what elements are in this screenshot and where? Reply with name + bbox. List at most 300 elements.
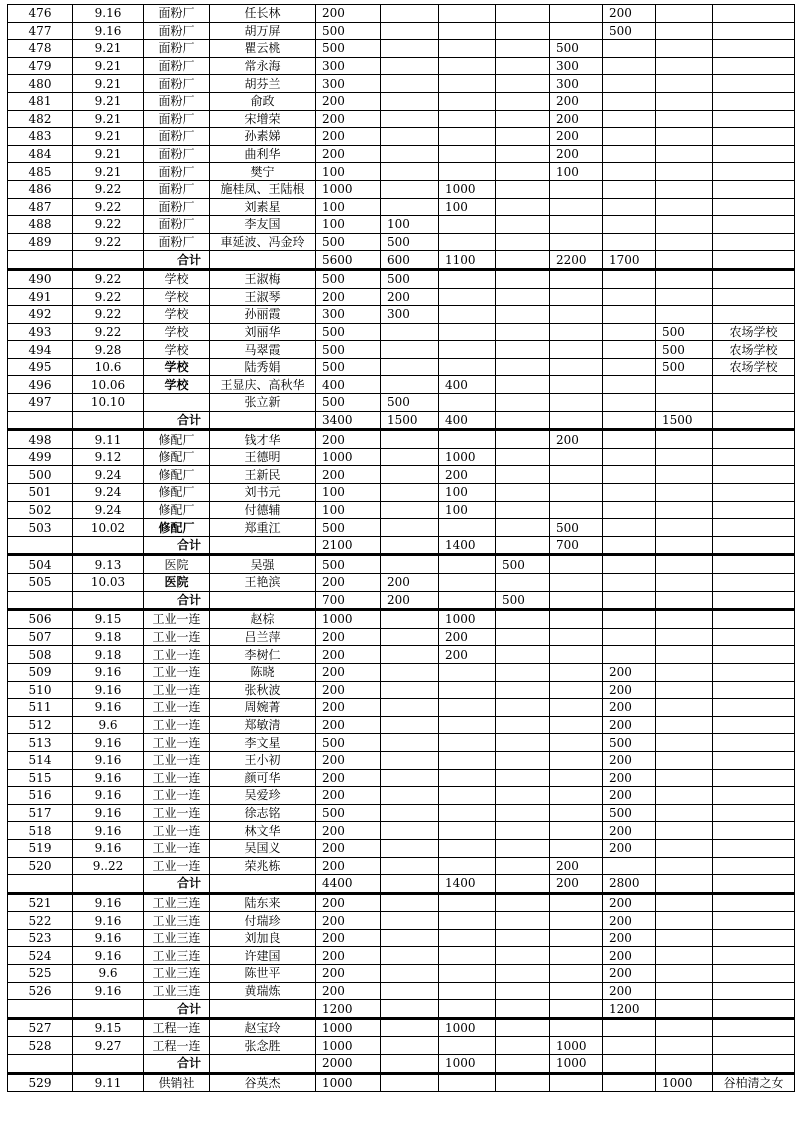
col-c-cell xyxy=(496,341,550,359)
col-f-cell xyxy=(656,394,713,412)
col-b-cell xyxy=(439,716,496,734)
col-f-cell: 1500 xyxy=(656,411,713,430)
date-cell: 10.02 xyxy=(73,519,144,537)
name-cell: 胡万屏 xyxy=(210,22,316,40)
col-a-cell xyxy=(381,484,439,502)
name-cell: 郑重江 xyxy=(210,519,316,537)
note-cell xyxy=(713,269,795,288)
col-d-cell: 300 xyxy=(550,57,603,75)
date-cell: 9.16 xyxy=(73,734,144,752)
col-d-cell xyxy=(550,1000,603,1019)
col-d-cell: 100 xyxy=(550,163,603,181)
date-cell: 9.21 xyxy=(73,110,144,128)
col-c-cell xyxy=(496,734,550,752)
date-cell: 10.06 xyxy=(73,376,144,394)
col-e-cell xyxy=(603,1037,656,1055)
amount-cell: 200 xyxy=(316,92,381,110)
date-cell: 9.21 xyxy=(73,145,144,163)
unit-cell: 学校 xyxy=(144,376,210,394)
col-f-cell xyxy=(656,180,713,198)
col-f-cell xyxy=(656,57,713,75)
note-cell xyxy=(713,466,795,484)
col-d-cell: 200 xyxy=(550,857,603,875)
subtotal-row xyxy=(8,875,795,894)
col-a-cell xyxy=(381,128,439,146)
col-d-cell xyxy=(550,591,603,610)
table-row xyxy=(8,857,795,875)
col-f-cell: 1000 xyxy=(656,1073,713,1092)
col-b-cell xyxy=(439,591,496,610)
date-cell: 10.6 xyxy=(73,358,144,376)
note-cell xyxy=(713,394,795,412)
col-f-cell xyxy=(656,1055,713,1074)
col-f-cell xyxy=(656,198,713,216)
table-row xyxy=(8,734,795,752)
date-cell: 9.16 xyxy=(73,929,144,947)
name-cell: 王显庆、高秋华 xyxy=(210,376,316,394)
col-e-cell: 200 xyxy=(603,839,656,857)
ledger-table xyxy=(7,4,795,1092)
date-cell: 9.6 xyxy=(73,965,144,983)
amount-cell: 1000 xyxy=(316,1037,381,1055)
col-e-cell xyxy=(603,198,656,216)
subtotal-row xyxy=(8,411,795,430)
table-row xyxy=(8,57,795,75)
col-c-cell xyxy=(496,893,550,912)
col-a-cell xyxy=(381,699,439,717)
col-e-cell: 200 xyxy=(603,5,656,23)
col-f-cell xyxy=(656,5,713,23)
unit-cell: 面粉厂 xyxy=(144,128,210,146)
col-b-cell xyxy=(439,787,496,805)
unit-cell: 工业一连 xyxy=(144,857,210,875)
col-c-cell xyxy=(496,822,550,840)
unit-cell: 面粉厂 xyxy=(144,233,210,251)
col-c-cell xyxy=(496,929,550,947)
unit-cell: 修配厂 xyxy=(144,448,210,466)
col-e-cell: 200 xyxy=(603,751,656,769)
col-c-cell xyxy=(496,233,550,251)
col-a-cell xyxy=(381,1073,439,1092)
col-d-cell xyxy=(550,787,603,805)
date-cell: 9.15 xyxy=(73,1018,144,1037)
col-e-cell xyxy=(603,574,656,592)
amount-cell: 200 xyxy=(316,663,381,681)
col-f-cell xyxy=(656,1000,713,1019)
date-cell: 9.22 xyxy=(73,323,144,341)
table-row xyxy=(8,628,795,646)
table-row xyxy=(8,839,795,857)
col-a-cell xyxy=(381,163,439,181)
col-c-cell xyxy=(496,769,550,787)
col-d-cell xyxy=(550,555,603,574)
unit-cell: 面粉厂 xyxy=(144,216,210,234)
name-cell xyxy=(210,1055,316,1074)
col-c-cell xyxy=(496,394,550,412)
col-e-cell: 200 xyxy=(603,893,656,912)
date-cell: 9.24 xyxy=(73,484,144,502)
col-e-cell xyxy=(603,288,656,306)
col-a-cell: 500 xyxy=(381,394,439,412)
seq-cell: 497 xyxy=(8,394,73,412)
name-cell: 胡芬兰 xyxy=(210,75,316,93)
col-d-cell xyxy=(550,22,603,40)
col-a-cell xyxy=(381,110,439,128)
date-cell: 9.21 xyxy=(73,128,144,146)
col-e-cell: 2800 xyxy=(603,875,656,894)
col-c-cell xyxy=(496,947,550,965)
col-e-cell xyxy=(603,536,656,555)
col-f-cell xyxy=(656,646,713,664)
table-row xyxy=(8,358,795,376)
seq-cell: 484 xyxy=(8,145,73,163)
name-cell: 常永海 xyxy=(210,57,316,75)
col-f-cell xyxy=(656,1037,713,1055)
col-f-cell xyxy=(656,716,713,734)
seq-cell: 490 xyxy=(8,269,73,288)
date-cell: 9.12 xyxy=(73,448,144,466)
table-row xyxy=(8,947,795,965)
note-cell xyxy=(713,145,795,163)
col-e-cell: 200 xyxy=(603,982,656,1000)
col-d-cell xyxy=(550,376,603,394)
name-cell: 陈晓 xyxy=(210,663,316,681)
table-row xyxy=(8,180,795,198)
table-row xyxy=(8,751,795,769)
col-e-cell xyxy=(603,233,656,251)
col-b-cell xyxy=(439,75,496,93)
col-f-cell xyxy=(656,536,713,555)
col-a-cell: 200 xyxy=(381,574,439,592)
col-e-cell xyxy=(603,646,656,664)
col-b-cell: 1000 xyxy=(439,180,496,198)
table-row xyxy=(8,893,795,912)
unit-cell: 工业三连 xyxy=(144,893,210,912)
name-cell: 吕兰萍 xyxy=(210,628,316,646)
col-d-cell xyxy=(550,448,603,466)
seq-cell: 501 xyxy=(8,484,73,502)
col-b-cell: 1400 xyxy=(439,875,496,894)
date-cell: 9.6 xyxy=(73,716,144,734)
col-b-cell xyxy=(439,128,496,146)
note-cell xyxy=(713,75,795,93)
col-c-cell xyxy=(496,839,550,857)
date-cell: 9.22 xyxy=(73,216,144,234)
col-e-cell: 200 xyxy=(603,822,656,840)
name-cell: 吴强 xyxy=(210,555,316,574)
unit-cell xyxy=(144,394,210,412)
note-cell xyxy=(713,519,795,537)
seq-cell: 502 xyxy=(8,501,73,519)
name-cell: 徐志铭 xyxy=(210,804,316,822)
col-c-cell xyxy=(496,484,550,502)
table-row xyxy=(8,699,795,717)
col-e-cell xyxy=(603,466,656,484)
unit-cell: 修配厂 xyxy=(144,430,210,449)
col-c-cell xyxy=(496,288,550,306)
unit-cell: 学校 xyxy=(144,288,210,306)
note-cell xyxy=(713,769,795,787)
amount-cell: 200 xyxy=(316,681,381,699)
amount-cell: 200 xyxy=(316,947,381,965)
table-row xyxy=(8,1073,795,1092)
unit-cell: 面粉厂 xyxy=(144,163,210,181)
amount-cell: 500 xyxy=(316,804,381,822)
col-e-cell: 500 xyxy=(603,734,656,752)
table-row xyxy=(8,965,795,983)
date-cell: 9.22 xyxy=(73,306,144,324)
col-f-cell xyxy=(656,787,713,805)
date-cell: 9.16 xyxy=(73,699,144,717)
seq-cell: 525 xyxy=(8,965,73,983)
col-d-cell xyxy=(550,323,603,341)
col-d-cell xyxy=(550,610,603,629)
amount-cell: 500 xyxy=(316,519,381,537)
col-c-cell xyxy=(496,965,550,983)
col-e-cell xyxy=(603,555,656,574)
col-b-cell: 1100 xyxy=(439,251,496,270)
amount-cell: 200 xyxy=(316,965,381,983)
unit-cell: 面粉厂 xyxy=(144,75,210,93)
amount-cell: 1000 xyxy=(316,180,381,198)
col-b-cell: 200 xyxy=(439,646,496,664)
table-row xyxy=(8,22,795,40)
table-row xyxy=(8,519,795,537)
name-cell: 陆秀娟 xyxy=(210,358,316,376)
table-row xyxy=(8,466,795,484)
date-cell: 9.27 xyxy=(73,1037,144,1055)
col-f-cell xyxy=(656,681,713,699)
name-cell: 吴国义 xyxy=(210,839,316,857)
col-d-cell: 300 xyxy=(550,75,603,93)
col-a-cell: 200 xyxy=(381,591,439,610)
name-cell: 王新民 xyxy=(210,466,316,484)
col-f-cell xyxy=(656,610,713,629)
unit-cell: 合计 xyxy=(144,591,210,610)
col-c-cell xyxy=(496,376,550,394)
col-a-cell xyxy=(381,893,439,912)
col-e-cell xyxy=(603,180,656,198)
date-cell: 9.18 xyxy=(73,646,144,664)
col-d-cell xyxy=(550,233,603,251)
col-e-cell xyxy=(603,110,656,128)
note-cell xyxy=(713,110,795,128)
col-f-cell xyxy=(656,75,713,93)
name-cell: 孙素娣 xyxy=(210,128,316,146)
col-c-cell xyxy=(496,411,550,430)
col-d-cell xyxy=(550,394,603,412)
unit-cell: 工业一连 xyxy=(144,787,210,805)
seq-cell: 522 xyxy=(8,912,73,930)
date-cell: 9.11 xyxy=(73,430,144,449)
note-cell xyxy=(713,947,795,965)
col-a-cell xyxy=(381,751,439,769)
subtotal-row xyxy=(8,1000,795,1019)
col-b-cell xyxy=(439,341,496,359)
col-e-cell xyxy=(603,145,656,163)
col-e-cell xyxy=(603,519,656,537)
amount-cell: 2100 xyxy=(316,536,381,555)
note-cell xyxy=(713,628,795,646)
col-a-cell xyxy=(381,466,439,484)
name-cell: 付德辅 xyxy=(210,501,316,519)
col-c-cell xyxy=(496,22,550,40)
col-a-cell xyxy=(381,947,439,965)
name-cell: 张念胜 xyxy=(210,1037,316,1055)
name-cell: 李友国 xyxy=(210,216,316,234)
col-e-cell: 500 xyxy=(603,22,656,40)
note-cell: 谷柏清之女 xyxy=(713,1073,795,1092)
col-a-cell xyxy=(381,57,439,75)
col-f-cell xyxy=(656,751,713,769)
col-e-cell: 200 xyxy=(603,769,656,787)
col-c-cell xyxy=(496,787,550,805)
col-d-cell xyxy=(550,929,603,947)
seq-cell: 518 xyxy=(8,822,73,840)
col-b-cell: 100 xyxy=(439,198,496,216)
col-a-cell xyxy=(381,358,439,376)
col-d-cell xyxy=(550,751,603,769)
table-row xyxy=(8,555,795,574)
note-cell xyxy=(713,501,795,519)
note-cell xyxy=(713,430,795,449)
date-cell: 9.11 xyxy=(73,1073,144,1092)
name-cell xyxy=(210,1000,316,1019)
table-row xyxy=(8,233,795,251)
col-a-cell xyxy=(381,519,439,537)
col-a-cell xyxy=(381,145,439,163)
table-row xyxy=(8,769,795,787)
table-row xyxy=(8,110,795,128)
amount-cell: 200 xyxy=(316,982,381,1000)
col-f-cell xyxy=(656,110,713,128)
unit-cell: 工业一连 xyxy=(144,681,210,699)
col-c-cell xyxy=(496,1073,550,1092)
seq-cell: 527 xyxy=(8,1018,73,1037)
unit-cell: 修配厂 xyxy=(144,466,210,484)
col-f-cell xyxy=(656,448,713,466)
col-f-cell xyxy=(656,251,713,270)
seq-cell: 479 xyxy=(8,57,73,75)
amount-cell: 300 xyxy=(316,57,381,75)
col-b-cell xyxy=(439,893,496,912)
unit-cell: 工业三连 xyxy=(144,982,210,1000)
col-d-cell: 200 xyxy=(550,430,603,449)
unit-cell: 合计 xyxy=(144,411,210,430)
col-e-cell: 200 xyxy=(603,947,656,965)
col-a-cell xyxy=(381,787,439,805)
note-cell xyxy=(713,233,795,251)
amount-cell: 100 xyxy=(316,163,381,181)
note-cell xyxy=(713,1000,795,1019)
col-c-cell xyxy=(496,628,550,646)
col-d-cell xyxy=(550,306,603,324)
col-c-cell xyxy=(496,681,550,699)
table-row xyxy=(8,163,795,181)
col-d-cell xyxy=(550,893,603,912)
table-row xyxy=(8,912,795,930)
col-a-cell xyxy=(381,857,439,875)
date-cell: 10.03 xyxy=(73,574,144,592)
date-cell: 9.16 xyxy=(73,804,144,822)
date-cell: 9.16 xyxy=(73,947,144,965)
col-d-cell xyxy=(550,646,603,664)
col-f-cell xyxy=(656,288,713,306)
col-f-cell xyxy=(656,965,713,983)
col-a-cell xyxy=(381,663,439,681)
seq-cell: 520 xyxy=(8,857,73,875)
col-a-cell: 500 xyxy=(381,269,439,288)
date-cell: 9.16 xyxy=(73,5,144,23)
col-f-cell xyxy=(656,269,713,288)
date-cell xyxy=(73,411,144,430)
name-cell: 刘丽华 xyxy=(210,323,316,341)
amount-cell: 100 xyxy=(316,216,381,234)
amount-cell: 200 xyxy=(316,128,381,146)
unit-cell: 工业一连 xyxy=(144,699,210,717)
col-f-cell xyxy=(656,1018,713,1037)
col-e-cell: 1200 xyxy=(603,1000,656,1019)
col-a-cell xyxy=(381,448,439,466)
col-f-cell xyxy=(656,591,713,610)
seq-cell: 482 xyxy=(8,110,73,128)
col-d-cell xyxy=(550,269,603,288)
date-cell: 9.16 xyxy=(73,769,144,787)
unit-cell: 学校 xyxy=(144,358,210,376)
amount-cell: 500 xyxy=(316,358,381,376)
col-a-cell xyxy=(381,323,439,341)
note-cell xyxy=(713,555,795,574)
note-cell xyxy=(713,591,795,610)
col-b-cell xyxy=(439,1000,496,1019)
note-cell: 农场学校 xyxy=(713,358,795,376)
col-c-cell xyxy=(496,198,550,216)
col-d-cell: 200 xyxy=(550,128,603,146)
col-a-cell xyxy=(381,929,439,947)
note-cell xyxy=(713,875,795,894)
col-c-cell xyxy=(496,110,550,128)
unit-cell: 工业三连 xyxy=(144,947,210,965)
col-c-cell xyxy=(496,180,550,198)
col-b-cell xyxy=(439,555,496,574)
col-c-cell xyxy=(496,40,550,58)
table-row xyxy=(8,40,795,58)
amount-cell: 2000 xyxy=(316,1055,381,1074)
col-c-cell xyxy=(496,216,550,234)
amount-cell: 200 xyxy=(316,839,381,857)
date-cell: 9.16 xyxy=(73,893,144,912)
table-row xyxy=(8,75,795,93)
col-f-cell xyxy=(656,912,713,930)
col-b-cell xyxy=(439,430,496,449)
note-cell xyxy=(713,198,795,216)
unit-cell: 工业一连 xyxy=(144,751,210,769)
unit-cell: 工业一连 xyxy=(144,610,210,629)
table-row xyxy=(8,394,795,412)
seq-cell: 477 xyxy=(8,22,73,40)
col-a-cell xyxy=(381,769,439,787)
unit-cell: 修配厂 xyxy=(144,501,210,519)
seq-cell: 513 xyxy=(8,734,73,752)
col-d-cell xyxy=(550,198,603,216)
subtotal-row xyxy=(8,591,795,610)
amount-cell: 200 xyxy=(316,699,381,717)
note-cell xyxy=(713,929,795,947)
seq-cell: 523 xyxy=(8,929,73,947)
col-a-cell: 300 xyxy=(381,306,439,324)
seq-cell: 498 xyxy=(8,430,73,449)
seq-cell: 476 xyxy=(8,5,73,23)
